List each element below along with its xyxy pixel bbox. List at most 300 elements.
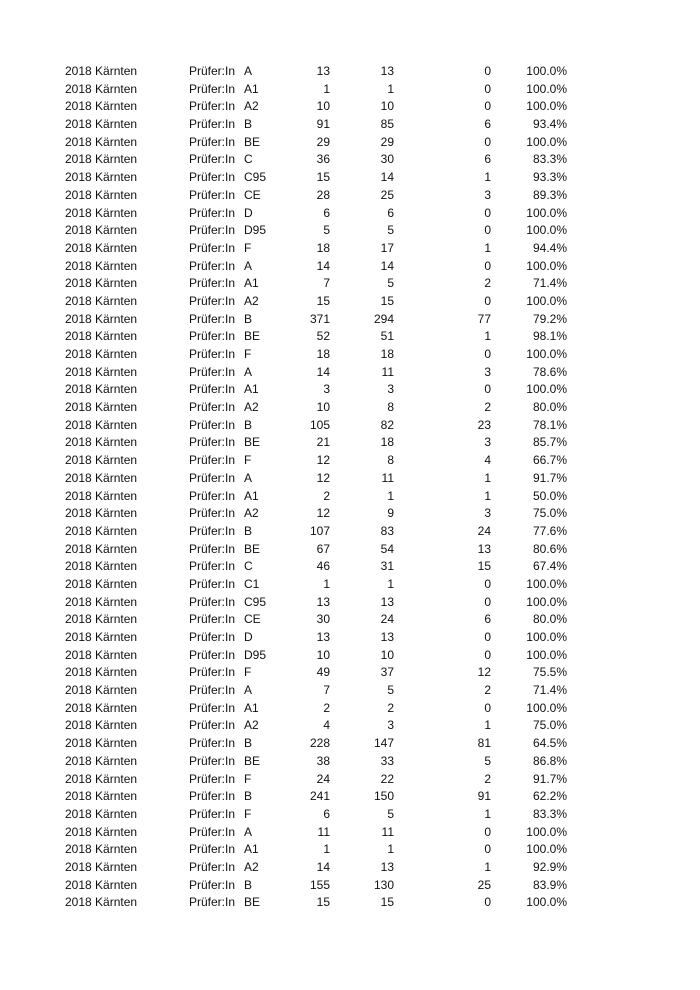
total-count-cell: 6 (323, 806, 330, 821)
region-cell: 2018 Kärnten (65, 223, 138, 238)
passed-count-cell: 5 (387, 806, 394, 821)
total-count-cell: 1 (323, 576, 330, 591)
role-cell: Prüfer:In (189, 630, 236, 644)
total-count-cell: 11 (317, 824, 330, 839)
pass-rate-cell: 100.0% (526, 576, 567, 591)
region-cell: 2018 Kärnten (65, 99, 138, 114)
region-cell: 2018 Kärnten (65, 347, 138, 361)
pass-rate-cell: 98.1% (532, 329, 567, 344)
failed-count-cell: 1 (484, 329, 491, 344)
total-count-cell: 155 (309, 877, 330, 892)
license-class-cell: C95 (244, 594, 267, 609)
license-class-cell: CE (244, 612, 261, 627)
passed-count-cell: 15 (380, 895, 394, 910)
license-class-cell: A (244, 683, 253, 698)
region-cell: 2018 Kärnten (65, 506, 138, 521)
passed-count-cell: 51 (380, 329, 394, 344)
region-cell: 2018 Kärnten (65, 382, 138, 397)
table-row (0, 647, 700, 665)
pass-rate-cell: 83.9% (532, 877, 567, 892)
license-class-cell: B (244, 523, 253, 538)
role-cell: Prüfer:In (189, 311, 236, 326)
passed-count-cell: 13 (380, 859, 394, 874)
region-cell: 2018 Kärnten (65, 559, 138, 574)
table-row (0, 629, 700, 647)
passed-count-cell: 22 (380, 771, 394, 786)
table-row (0, 788, 700, 806)
region-cell: 2018 Kärnten (65, 523, 138, 538)
role-cell: Prüfer:In (189, 187, 236, 202)
passed-count-cell: 13 (380, 630, 394, 644)
region-cell: 2018 Kärnten (65, 488, 138, 503)
role-cell: Prüfer:In (189, 64, 236, 78)
role-cell: Prüfer:In (189, 470, 236, 485)
table-row (0, 877, 700, 895)
table-row (0, 116, 700, 134)
license-class-cell: C (244, 559, 253, 574)
license-class-cell: A1 (244, 488, 259, 503)
pass-rate-cell: 100.0% (526, 842, 567, 857)
license-class-cell: A1 (244, 276, 259, 291)
region-cell: 2018 Kärnten (65, 718, 138, 733)
license-class-cell: D (244, 630, 253, 644)
pass-rate-cell: 93.3% (532, 170, 567, 185)
pass-rate-cell: 83.3% (532, 152, 567, 167)
failed-count-cell: 0 (484, 258, 491, 273)
pass-rate-cell: 100.0% (526, 99, 567, 114)
pass-rate-cell: 92.9% (532, 859, 567, 874)
role-cell: Prüfer:In (189, 718, 236, 733)
region-cell: 2018 Kärnten (65, 895, 138, 910)
total-count-cell: 2 (323, 700, 330, 715)
license-class-cell: A2 (244, 859, 259, 874)
license-class-cell: B (244, 736, 253, 751)
region-cell: 2018 Kärnten (65, 824, 138, 839)
region-cell: 2018 Kärnten (65, 258, 138, 273)
region-cell: 2018 Kärnten (65, 576, 138, 591)
role-cell: Prüfer:In (189, 559, 236, 574)
table-row (0, 735, 700, 753)
license-class-cell: CE (244, 187, 261, 202)
total-count-cell: 13 (316, 594, 330, 609)
passed-count-cell: 54 (380, 541, 394, 556)
license-class-cell: D95 (244, 223, 267, 238)
passed-count-cell: 6 (387, 205, 394, 220)
role-cell: Prüfer:In (189, 258, 236, 273)
failed-count-cell: 0 (484, 81, 491, 96)
region-cell: 2018 Kärnten (65, 842, 138, 857)
role-cell: Prüfer:In (189, 329, 236, 344)
license-class-cell: BE (244, 895, 261, 910)
region-cell: 2018 Kärnten (65, 187, 138, 202)
pass-rate-cell: 62.2% (532, 789, 567, 804)
passed-count-cell: 29 (380, 134, 394, 149)
table-row (0, 841, 700, 859)
failed-count-cell: 1 (484, 240, 491, 255)
pass-rate-cell: 100.0% (526, 700, 567, 715)
pass-rate-cell: 93.4% (532, 117, 567, 132)
region-cell: 2018 Kärnten (65, 771, 138, 786)
license-class-cell: B (244, 311, 253, 326)
license-class-cell: A1 (244, 81, 259, 96)
table-row (0, 293, 700, 311)
license-class-cell: B (244, 417, 253, 432)
role-cell: Prüfer:In (189, 877, 236, 892)
passed-count-cell: 13 (380, 64, 394, 78)
table-row (0, 894, 700, 912)
passed-count-cell: 18 (380, 435, 394, 450)
table-row (0, 258, 700, 276)
region-cell: 2018 Kärnten (65, 329, 138, 344)
role-cell: Prüfer:In (189, 364, 236, 379)
passed-count-cell: 14 (380, 258, 394, 273)
license-class-cell: F (244, 806, 252, 821)
license-class-cell: A (244, 470, 253, 485)
pass-rate-cell: 80.0% (532, 612, 567, 627)
failed-count-cell: 12 (477, 665, 491, 680)
failed-count-cell: 81 (477, 736, 491, 751)
table-row (0, 381, 700, 399)
total-count-cell: 18 (316, 347, 330, 361)
role-cell: Prüfer:In (189, 683, 236, 698)
failed-count-cell: 1 (484, 859, 491, 874)
license-class-cell: A (244, 258, 253, 273)
total-count-cell: 105 (309, 417, 330, 432)
pass-rate-cell: 66.7% (532, 453, 567, 468)
passed-count-cell: 82 (380, 417, 394, 432)
pass-rate-cell: 89.3% (532, 187, 567, 202)
pass-rate-cell: 64.5% (532, 736, 567, 751)
region-cell: 2018 Kärnten (65, 240, 138, 255)
license-class-cell: F (244, 665, 252, 680)
pass-rate-cell: 100.0% (526, 824, 567, 839)
table-row (0, 824, 700, 842)
region-cell: 2018 Kärnten (65, 134, 138, 149)
total-count-cell: 24 (316, 771, 330, 786)
pass-rate-cell: 79.2% (532, 311, 567, 326)
total-count-cell: 13 (316, 630, 330, 644)
total-count-cell: 91 (316, 117, 330, 132)
total-count-cell: 29 (316, 134, 330, 149)
role-cell: Prüfer:In (189, 523, 236, 538)
pass-rate-cell: 100.0% (526, 347, 567, 361)
passed-count-cell: 2 (387, 700, 394, 715)
role-cell: Prüfer:In (189, 736, 236, 751)
role-cell: Prüfer:In (189, 276, 236, 291)
passed-count-cell: 8 (387, 400, 394, 415)
license-class-cell: A2 (244, 293, 259, 308)
license-class-cell: A2 (244, 400, 259, 415)
pass-rate-cell: 100.0% (526, 293, 567, 308)
failed-count-cell: 1 (484, 170, 491, 185)
license-class-cell: BE (244, 541, 261, 556)
total-count-cell: 14 (316, 859, 330, 874)
total-count-cell: 14 (316, 364, 330, 379)
passed-count-cell: 11 (381, 470, 394, 485)
license-class-cell: F (244, 453, 252, 468)
license-class-cell: D (244, 205, 253, 220)
failed-count-cell: 25 (477, 877, 491, 892)
license-class-cell: C (244, 152, 253, 167)
failed-count-cell: 1 (484, 470, 491, 485)
table-row (0, 151, 700, 169)
table-row (0, 417, 700, 435)
table-row (0, 682, 700, 700)
role-cell: Prüfer:In (189, 382, 236, 397)
role-cell: Prüfer:In (189, 170, 236, 185)
passed-count-cell: 1 (387, 576, 394, 591)
table-row (0, 222, 700, 240)
table-row (0, 523, 700, 541)
failed-count-cell: 77 (477, 311, 491, 326)
failed-count-cell: 3 (484, 364, 491, 379)
license-class-cell: A (244, 64, 253, 78)
table-row (0, 771, 700, 789)
failed-count-cell: 0 (484, 700, 491, 715)
pass-rate-cell: 100.0% (526, 630, 567, 644)
pass-rate-cell: 71.4% (532, 683, 567, 698)
region-cell: 2018 Kärnten (65, 81, 138, 96)
total-count-cell: 15 (316, 293, 330, 308)
passed-count-cell: 25 (380, 187, 394, 202)
failed-count-cell: 0 (484, 205, 491, 220)
total-count-cell: 6 (323, 205, 330, 220)
role-cell: Prüfer:In (189, 417, 236, 432)
failed-count-cell: 2 (484, 400, 491, 415)
failed-count-cell: 0 (484, 895, 491, 910)
region-cell: 2018 Kärnten (65, 205, 138, 220)
region-cell: 2018 Kärnten (65, 594, 138, 609)
failed-count-cell: 0 (484, 64, 491, 78)
failed-count-cell: 0 (484, 630, 491, 644)
table-row (0, 134, 700, 152)
role-cell: Prüfer:In (189, 117, 236, 132)
table-row (0, 806, 700, 824)
total-count-cell: 1 (323, 81, 330, 96)
pass-rate-cell: 100.0% (526, 134, 567, 149)
total-count-cell: 14 (316, 258, 330, 273)
role-cell: Prüfer:In (189, 665, 236, 680)
table-row (0, 452, 700, 470)
total-count-cell: 67 (316, 541, 330, 556)
failed-count-cell: 5 (484, 753, 491, 768)
pass-rate-cell: 100.0% (526, 594, 567, 609)
failed-count-cell: 3 (484, 187, 491, 202)
region-cell: 2018 Kärnten (65, 806, 138, 821)
pass-rate-cell: 75.5% (532, 665, 567, 680)
region-cell: 2018 Kärnten (65, 700, 138, 715)
total-count-cell: 28 (316, 187, 330, 202)
role-cell: Prüfer:In (189, 859, 236, 874)
role-cell: Prüfer:In (189, 806, 236, 821)
failed-count-cell: 0 (484, 293, 491, 308)
license-class-cell: A1 (244, 382, 259, 397)
total-count-cell: 7 (323, 276, 330, 291)
total-count-cell: 3 (323, 382, 330, 397)
table-row (0, 311, 700, 329)
license-class-cell: F (244, 240, 252, 255)
license-class-cell: BE (244, 435, 261, 450)
table-row (0, 364, 700, 382)
license-class-cell: BE (244, 134, 261, 149)
total-count-cell: 21 (316, 435, 330, 450)
region-cell: 2018 Kärnten (65, 453, 138, 468)
table-row (0, 434, 700, 452)
region-cell: 2018 Kärnten (65, 877, 138, 892)
pass-rate-cell: 100.0% (526, 205, 567, 220)
failed-count-cell: 6 (484, 612, 491, 627)
total-count-cell: 371 (309, 311, 330, 326)
passed-count-cell: 24 (380, 612, 394, 627)
table-row (0, 859, 700, 877)
license-class-cell: A (244, 364, 253, 379)
pass-rate-cell: 100.0% (526, 81, 567, 96)
total-count-cell: 107 (309, 523, 330, 538)
region-cell: 2018 Kärnten (65, 364, 138, 379)
pass-rate-cell: 80.0% (532, 400, 567, 415)
pass-rate-cell: 100.0% (526, 258, 567, 273)
total-count-cell: 38 (316, 753, 330, 768)
region-cell: 2018 Kärnten (65, 753, 138, 768)
data-table (0, 63, 700, 912)
pass-rate-cell: 77.6% (532, 523, 567, 538)
total-count-cell: 18 (316, 240, 330, 255)
role-cell: Prüfer:In (189, 347, 236, 361)
role-cell: Prüfer:In (189, 700, 236, 715)
passed-count-cell: 10 (380, 99, 394, 114)
table-row (0, 81, 700, 99)
total-count-cell: 228 (309, 736, 330, 751)
region-cell: 2018 Kärnten (65, 630, 138, 644)
region-cell: 2018 Kärnten (65, 683, 138, 698)
total-count-cell: 12 (316, 470, 330, 485)
passed-count-cell: 1 (387, 81, 394, 96)
failed-count-cell: 6 (484, 117, 491, 132)
region-cell: 2018 Kärnten (65, 152, 138, 167)
table-row (0, 205, 700, 223)
license-class-cell: F (244, 771, 252, 786)
role-cell: Prüfer:In (189, 771, 236, 786)
role-cell: Prüfer:In (189, 223, 236, 238)
total-count-cell: 2 (323, 488, 330, 503)
role-cell: Prüfer:In (189, 506, 236, 521)
table-row (0, 576, 700, 594)
role-cell: Prüfer:In (189, 488, 236, 503)
region-cell: 2018 Kärnten (65, 293, 138, 308)
passed-count-cell: 3 (387, 382, 394, 397)
table-row (0, 700, 700, 718)
pass-rate-cell: 50.0% (532, 488, 567, 503)
failed-count-cell: 3 (484, 435, 491, 450)
role-cell: Prüfer:In (189, 842, 236, 857)
total-count-cell: 36 (316, 152, 330, 167)
pass-rate-cell: 75.0% (532, 506, 567, 521)
passed-count-cell: 31 (380, 559, 394, 574)
table-row (0, 98, 700, 116)
passed-count-cell: 14 (380, 170, 394, 185)
failed-count-cell: 0 (484, 824, 491, 839)
table-row (0, 594, 700, 612)
total-count-cell: 10 (316, 99, 330, 114)
role-cell: Prüfer:In (189, 541, 236, 556)
region-cell: 2018 Kärnten (65, 311, 138, 326)
license-class-cell: B (244, 877, 253, 892)
passed-count-cell: 150 (373, 789, 394, 804)
passed-count-cell: 15 (380, 293, 394, 308)
license-class-cell: C1 (244, 576, 260, 591)
total-count-cell: 15 (316, 895, 330, 910)
failed-count-cell: 6 (484, 152, 491, 167)
passed-count-cell: 9 (387, 506, 394, 521)
failed-count-cell: 0 (484, 99, 491, 114)
license-class-cell: F (244, 347, 252, 361)
passed-count-cell: 83 (380, 523, 394, 538)
passed-count-cell: 30 (380, 152, 394, 167)
failed-count-cell: 91 (477, 789, 491, 804)
passed-count-cell: 5 (387, 223, 394, 238)
failed-count-cell: 15 (477, 559, 491, 574)
role-cell: Prüfer:In (189, 152, 236, 167)
license-class-cell: A1 (244, 700, 259, 715)
total-count-cell: 46 (316, 559, 330, 574)
table-row (0, 541, 700, 559)
license-class-cell: B (244, 789, 253, 804)
region-cell: 2018 Kärnten (65, 170, 138, 185)
pass-rate-cell: 100.0% (526, 895, 567, 910)
failed-count-cell: 0 (484, 647, 491, 662)
passed-count-cell: 13 (380, 594, 394, 609)
failed-count-cell: 0 (484, 347, 491, 361)
failed-count-cell: 23 (477, 417, 491, 432)
pass-rate-cell: 85.7% (532, 435, 567, 450)
role-cell: Prüfer:In (189, 81, 236, 96)
failed-count-cell: 3 (484, 506, 491, 521)
table-row (0, 470, 700, 488)
role-cell: Prüfer:In (189, 453, 236, 468)
region-cell: 2018 Kärnten (65, 736, 138, 751)
table-row (0, 328, 700, 346)
passed-count-cell: 11 (381, 364, 394, 379)
role-cell: Prüfer:In (189, 647, 236, 662)
region-cell: 2018 Kärnten (65, 612, 138, 627)
pass-rate-cell: 80.6% (532, 541, 567, 556)
pass-rate-cell: 100.0% (526, 223, 567, 238)
passed-count-cell: 294 (373, 311, 394, 326)
role-cell: Prüfer:In (189, 824, 236, 839)
role-cell: Prüfer:In (189, 895, 236, 910)
passed-count-cell: 33 (380, 753, 394, 768)
region-cell: 2018 Kärnten (65, 435, 138, 450)
failed-count-cell: 2 (484, 683, 491, 698)
pass-rate-cell: 94.4% (532, 240, 567, 255)
role-cell: Prüfer:In (189, 99, 236, 114)
license-class-cell: BE (244, 329, 261, 344)
failed-count-cell: 1 (484, 806, 491, 821)
pass-rate-cell: 78.1% (532, 417, 567, 432)
region-cell: 2018 Kärnten (65, 276, 138, 291)
passed-count-cell: 10 (380, 647, 394, 662)
passed-count-cell: 18 (380, 347, 394, 361)
total-count-cell: 241 (309, 789, 330, 804)
table-row (0, 63, 700, 81)
license-class-cell: A2 (244, 718, 259, 733)
failed-count-cell: 2 (484, 276, 491, 291)
pass-rate-cell: 100.0% (526, 647, 567, 662)
role-cell: Prüfer:In (189, 612, 236, 627)
passed-count-cell: 17 (380, 240, 394, 255)
table-row (0, 664, 700, 682)
region-cell: 2018 Kärnten (65, 417, 138, 432)
